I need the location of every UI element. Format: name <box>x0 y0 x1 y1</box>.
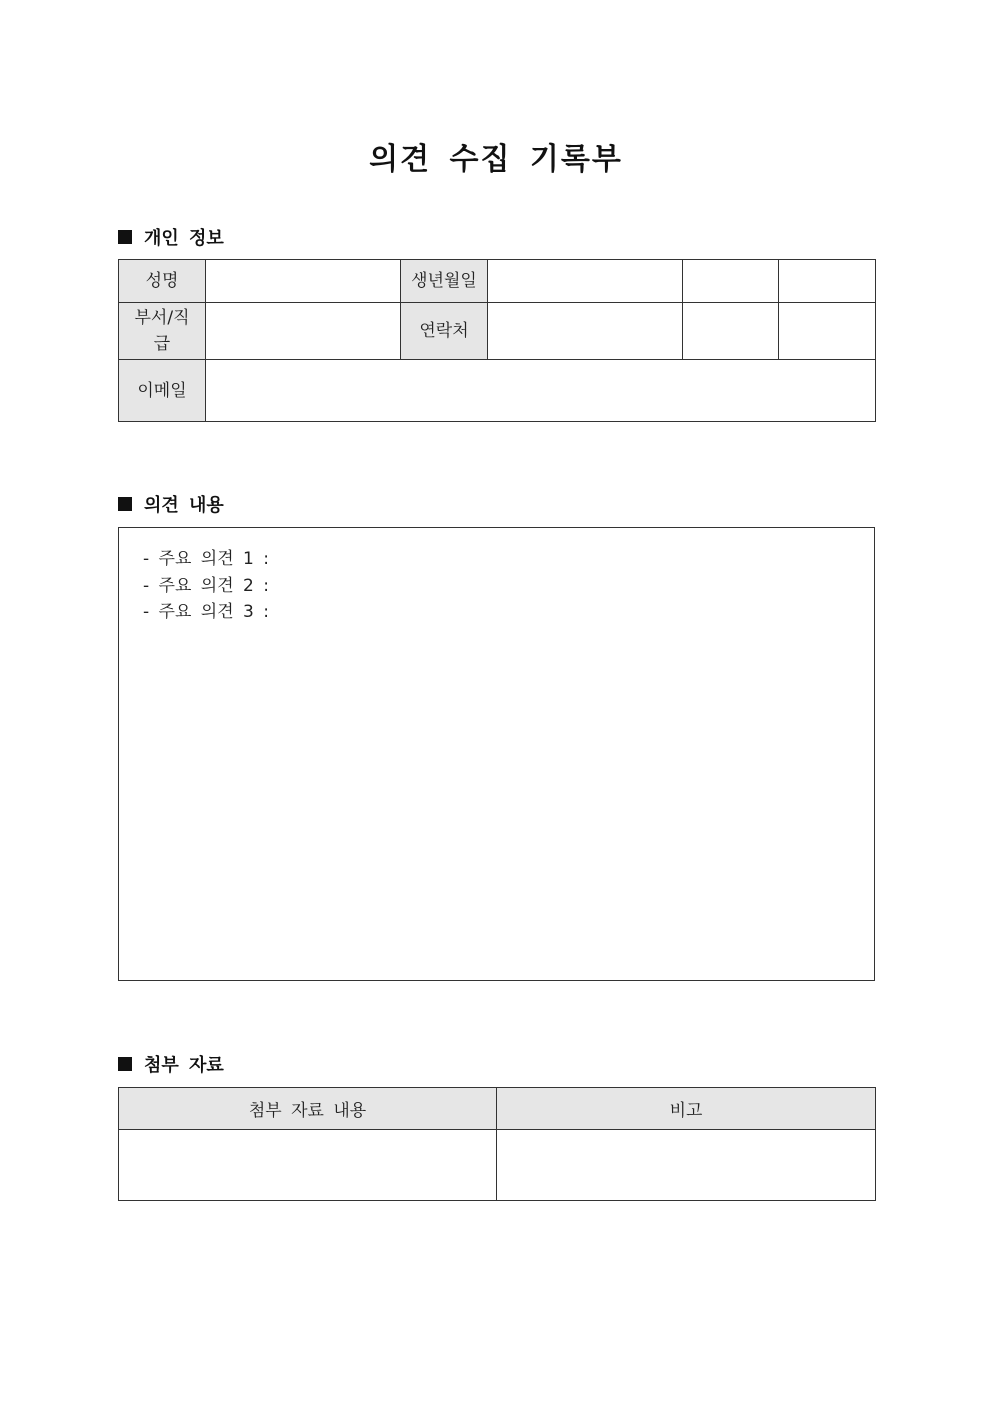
table-row <box>119 260 876 303</box>
extra-field[interactable] <box>779 260 876 303</box>
name-label-cell <box>119 260 206 303</box>
contact-label: 연락처 <box>419 321 469 341</box>
email-label-cell <box>119 360 206 422</box>
attachment-note-field[interactable] <box>497 1130 876 1201</box>
dept-field[interactable] <box>206 303 401 360</box>
dept-label-cell <box>119 303 206 360</box>
square-bullet-icon <box>118 230 132 244</box>
table-row <box>119 360 876 422</box>
email-field[interactable] <box>206 360 876 422</box>
section-heading-attachments <box>118 1051 224 1077</box>
email-label: 이메일 <box>137 380 187 401</box>
dept-label-line2: 급 <box>153 334 171 354</box>
table-row <box>119 303 876 360</box>
square-bullet-icon <box>118 497 132 511</box>
dept-label-line1: 부서/직 <box>134 308 190 328</box>
table-row <box>119 1130 876 1201</box>
opinion-list <box>143 546 269 626</box>
opinion-item-3: - 주요 의견 3 : <box>143 602 269 622</box>
opinion-content-box[interactable] <box>118 527 875 981</box>
section-heading-text: 개인 정보 <box>144 228 224 249</box>
section-heading-text: 의견 내용 <box>144 495 224 516</box>
extra-field[interactable] <box>683 303 779 360</box>
section-heading-personal <box>118 224 224 250</box>
page-title: 의견 수집 기록부 <box>369 142 623 177</box>
table-row <box>119 1088 876 1130</box>
birth-field[interactable] <box>488 260 683 303</box>
opinion-item-1: - 주요 의견 1 : <box>143 549 269 569</box>
name-label: 성명 <box>145 271 179 291</box>
opinion-item-2: - 주요 의견 2 : <box>143 575 269 596</box>
attachments-table <box>118 1087 876 1201</box>
section-heading-text: 첨부 자료 <box>144 1055 224 1076</box>
birth-label-cell <box>401 260 488 303</box>
extra-field[interactable] <box>779 303 876 360</box>
section-heading-opinion <box>118 491 224 517</box>
attachment-note-header: 비고 <box>497 1088 876 1130</box>
extra-field[interactable] <box>683 260 779 303</box>
attachment-content-field[interactable] <box>119 1130 497 1201</box>
square-bullet-icon <box>118 1057 132 1071</box>
birth-label: 생년월일 <box>411 271 477 291</box>
contact-label-cell <box>401 303 488 360</box>
attachment-content-header: 첨부 자료 내용 <box>119 1088 497 1130</box>
name-field[interactable] <box>206 260 401 303</box>
personal-info-table <box>118 259 876 422</box>
contact-field[interactable] <box>488 303 683 360</box>
